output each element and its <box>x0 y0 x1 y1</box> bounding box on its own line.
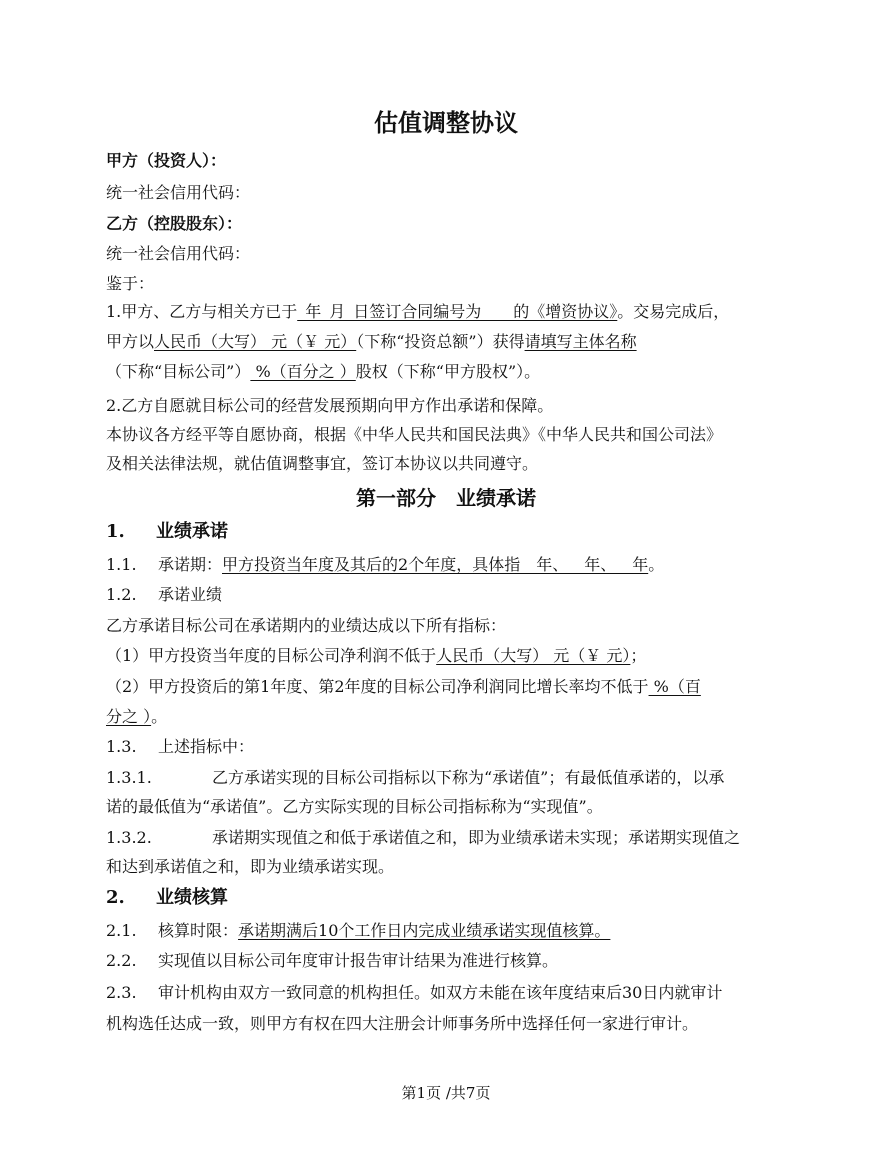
net-profit-blank: 人民币（大写） 元（￥ 元） <box>436 646 631 665</box>
recital-1-line-1 <box>106 301 786 323</box>
clause-label: 核算时限： <box>158 921 239 940</box>
growth-rate-blank: %（百 <box>648 677 701 696</box>
clause-text: 承诺期实现值之和低于承诺值之和，即为业绩承诺未实现；承诺期实现值之 <box>212 828 741 847</box>
accounting-deadline-text: 承诺期满后10个工作日内完成业绩承诺实现值核算。 <box>238 921 611 940</box>
recital-1-line-3 <box>106 361 786 383</box>
page-number-footer: 第1页 /共7页 <box>401 1084 491 1102</box>
indicator-2-line-2 <box>106 706 786 728</box>
part-one-heading: 第一部分 业绩承诺 <box>356 486 536 510</box>
section-2-heading <box>106 887 786 909</box>
section-title: 业绩核算 <box>156 887 228 908</box>
clause-1-3-2-line-1 <box>106 827 786 849</box>
party-a-label: 甲方（投资人）： <box>106 151 227 170</box>
indicator-text: 。 <box>151 707 168 726</box>
investment-amount-blank: 人民币（大写） 元（￥ 元） <box>154 332 357 351</box>
indicator-text: （1）甲方投资当年度的目标公司净利润不低于 <box>106 646 437 665</box>
equity-percentage-blank: %（百分之 ） <box>250 362 356 381</box>
clause-number: 1.1. <box>106 555 137 574</box>
section-title: 业绩承诺 <box>156 521 228 542</box>
commitment-period-blank: 甲方投资当年度及其后的2个年度，具体指__年、__年、__年 <box>222 555 649 574</box>
clause-number: 1.3. <box>106 737 137 756</box>
target-entity-blank: 请填写主体名称 <box>524 332 637 351</box>
recital-2: 2.乙方自愿就目标公司的经营发展预期向甲方作出承诺和保障。 <box>106 396 554 415</box>
recital-1-text: 。交易完成后， <box>617 302 730 321</box>
clause-number: 2.1. <box>106 921 137 940</box>
document-title: 估值调整协议 <box>374 108 518 137</box>
clause-label: 承诺业绩 <box>158 585 223 604</box>
clause-1-2 <box>106 584 786 606</box>
party-b-label: 乙方（控股股东）： <box>106 214 243 233</box>
clause-2-3-line-2: 机构选任达成一致，则甲方有权在四大注册会计师事务所中选择任何一家进行审计。 <box>106 1014 699 1033</box>
clause-label: 上述指标中： <box>158 737 255 756</box>
indicator-2-line-1 <box>106 676 786 698</box>
party-b-credit-code-label: 统一社会信用代码： <box>106 244 251 263</box>
recital-1-text: （下称“投资总额”）获得 <box>356 332 525 351</box>
clause-number: 1.3.2. <box>106 828 152 847</box>
clause-number: 2.2. <box>106 951 137 970</box>
agreement-date-blank: _年_月_日签订合同编号为____的《增资协议》 <box>297 302 618 321</box>
section-number: 2. <box>106 887 125 908</box>
intro-line-1: 本协议各方经平等自愿协商，根据《中华人民共和国民法典》《中华人民共和国公司法》 <box>106 425 723 444</box>
recital-1-line-2 <box>106 331 786 353</box>
clause-1-3-1-line-1 <box>106 767 786 789</box>
clause-1-3-1-line-2: 诺的最低值为“承诺值”。乙方实际实现的目标公司指标称为“实现值”。 <box>106 797 603 816</box>
clause-2-1 <box>106 920 786 942</box>
clause-number: 2.3. <box>106 983 137 1002</box>
clause-1-2-intro: 乙方承诺目标公司在承诺期内的业绩达成以下所有指标： <box>106 616 507 635</box>
recital-1-text: 1.甲方、乙方与相关方已于 <box>106 302 298 321</box>
clause-text: 实现值以目标公司年度审计报告审计结果为准进行核算。 <box>158 951 559 970</box>
intro-line-2: 及相关法律法规，就估值调整事宜，签订本协议以共同遵守。 <box>106 454 539 473</box>
section-1-heading <box>106 521 786 543</box>
clause-number: 1.2. <box>106 585 137 604</box>
clause-label: 承诺期： <box>158 555 223 574</box>
party-a-credit-code-label: 统一社会信用代码： <box>106 183 251 202</box>
clause-1-3 <box>106 736 786 758</box>
clause-text: 。 <box>648 555 665 574</box>
clause-number: 1.3.1. <box>106 768 152 787</box>
clause-2-2 <box>106 950 786 972</box>
clause-text: 审计机构由双方一致同意的机构担任。如双方未能在该年度结束后30日内就审计 <box>158 983 723 1002</box>
clause-1-1 <box>106 554 786 576</box>
clause-1-3-2-line-2: 和达到承诺值之和，即为业绩承诺实现。 <box>106 857 395 876</box>
indicator-text: ； <box>630 646 647 665</box>
clause-text: 乙方承诺实现的目标公司指标以下称为“承诺值”；有最低值承诺的，以承 <box>212 768 725 787</box>
clause-2-3-line-1 <box>106 982 786 1004</box>
whereas-label: 鉴于： <box>106 274 155 293</box>
recital-1-text: 甲方以 <box>106 332 155 351</box>
indicator-1 <box>106 645 786 667</box>
indicator-text: （2）甲方投资后的第1年度、第2年度的目标公司净利润同比增长率均不低于 <box>106 677 649 696</box>
section-number: 1. <box>106 521 125 542</box>
growth-rate-blank: 分之 ） <box>106 707 152 726</box>
recital-1-text: 股权（下称“甲方股权”）。 <box>355 362 541 381</box>
recital-1-text: （下称“目标公司”） <box>106 362 251 381</box>
